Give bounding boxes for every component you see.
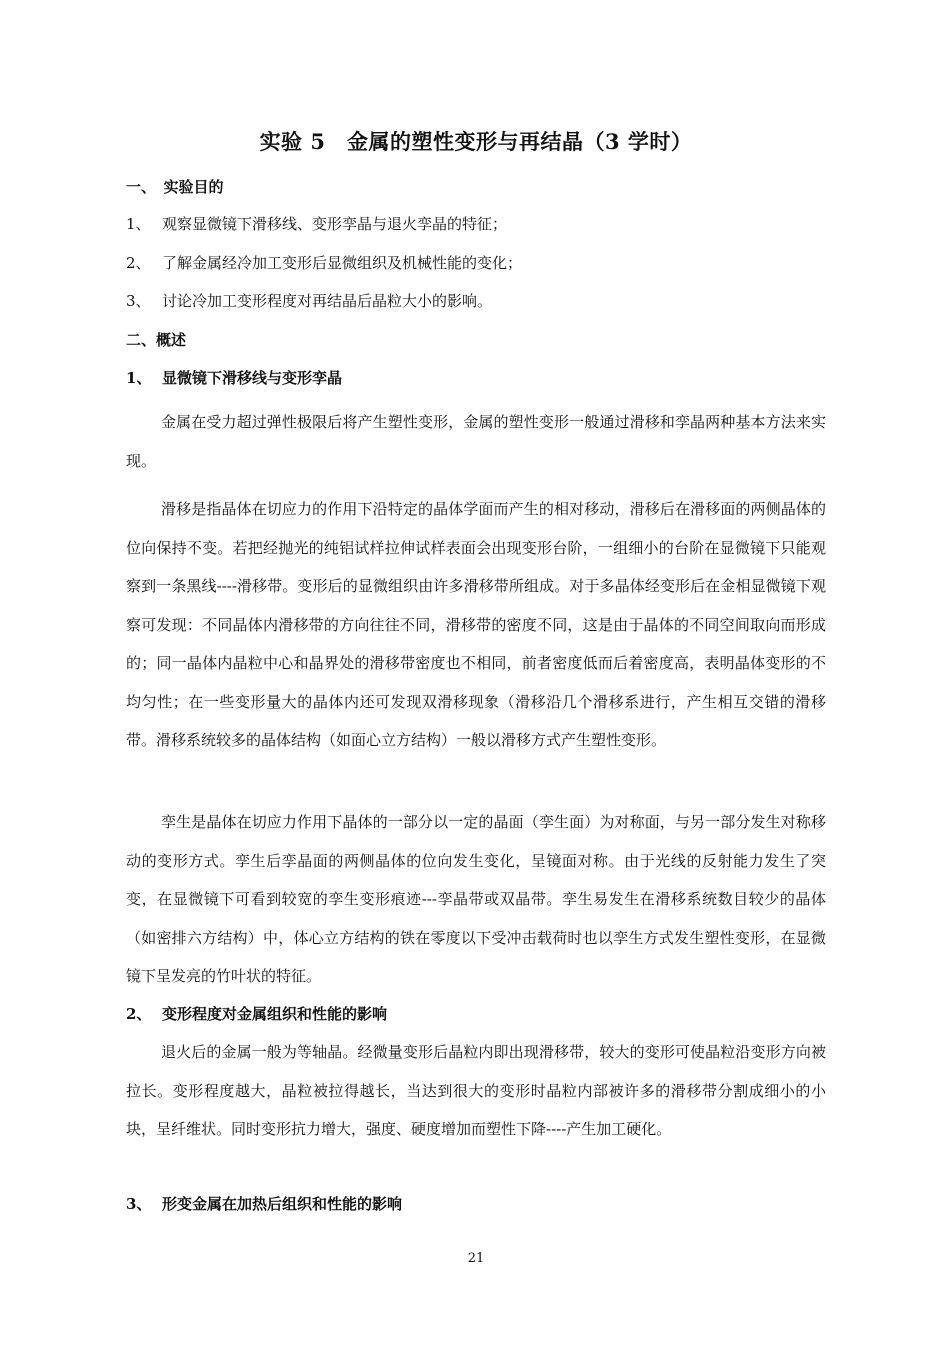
paragraph-plastic-deformation: 金属在受力超过弹性极限后将产生塑性变形，金属的塑性变形一般通过滑移和孪晶两种基本方法来实现。	[126, 413, 826, 470]
subsection-number: 1、	[126, 369, 152, 387]
paragraph-slip: 滑移是指晶体在切应力的作用下沿特定的晶体学面而产生的相对移动，滑移后在滑移面的两侧晶体的位向保持不变。若把经抛光的纯铝试样拉伸试样表面会出现变形台阶，一组细小的台阶在显微镜下只能观察到一条黑线----滑移带。变形后的显微组织由许多滑移带所组成。对于多晶体经变形后在金相显微镜下观察可发现：不同晶体内滑移带的方向往往不同，滑移带的密度不同，这是由于晶体的不同空间取向而形成的；同一晶体内晶粒中心和晶界处的滑移带密度也不相同，前者密度低而后着密度高，表明晶体变形的不均匀性；在一些变形量大的晶体内还可发现双滑移现象（滑移沿几个滑移系进行，产生相互交错的滑移带。滑移系统较多的晶体结构（如面心立方结构）一般以滑移方式产生塑性变形。	[126, 500, 826, 749]
subsection-heading-deformation-degree	[126, 1003, 387, 1024]
paragraph-work-hardening: 退火后的金属一般为等轴晶。经微量变形后晶粒内即出现滑移带，较大的变形可使晶粒沿变形方向被拉长。变形程度越大，晶粒被拉得越长，当达到很大的变形时晶粒内部被许多的滑移带分割成细小的小块，呈纤维状。同时变形抗力增大，强度、硬度增加而塑性下降----产生加工硬化。	[126, 1043, 826, 1138]
objective-item	[126, 290, 492, 311]
item-number: 3、	[126, 292, 151, 310]
item-text: 讨论冷加工变形程度对再结晶后晶粒大小的影响。	[162, 292, 493, 310]
section-heading-objectives: 一、 实验目的	[126, 178, 224, 196]
objective-item	[126, 252, 522, 273]
subsection-title: 显微镜下滑移线与变形孪晶	[162, 369, 343, 387]
subsection-heading-slip	[126, 367, 342, 388]
page-title: 实验 5 金属的塑性变形与再结晶（3 学时）	[259, 129, 693, 154]
page-number: 21	[467, 1251, 485, 1266]
subsection-title: 形变金属在加热后组织和性能的影响	[162, 1195, 403, 1213]
subsection-heading-heating	[126, 1193, 402, 1214]
item-number: 2、	[126, 254, 151, 272]
objective-item	[126, 213, 507, 234]
section-heading-overview: 二、概述	[126, 331, 187, 349]
item-number: 1、	[126, 215, 151, 233]
paragraph-twinning: 孪生是晶体在切应力作用下晶体的一部分以一定的晶面（孪生面）为对称面，与另一部分发生对称移动的变形方式。孪生后孪晶面的两侧晶体的位向发生变化，呈镜面对称。由于光线的反射能力发生了突变，在显微镜下可看到较宽的孪生变形痕迹---孪晶带或双晶带。孪生易发生在滑移系统数目较少的晶体（如密排六方结构）中，体心立方结构的铁在零度以下受冲击载荷时也以孪生方式发生塑性变形，在显微镜下呈发亮的竹叶状的特征。	[126, 813, 826, 985]
item-text: 观察显微镜下滑移线、变形孪晶与退火孪晶的特征；	[162, 215, 508, 233]
item-text: 了解金属经冷加工变形后显微组织及机械性能的变化；	[162, 254, 523, 272]
subsection-title: 变形程度对金属组织和性能的影响	[162, 1005, 388, 1023]
subsection-number: 3、	[126, 1195, 152, 1213]
subsection-number: 2、	[126, 1005, 152, 1023]
